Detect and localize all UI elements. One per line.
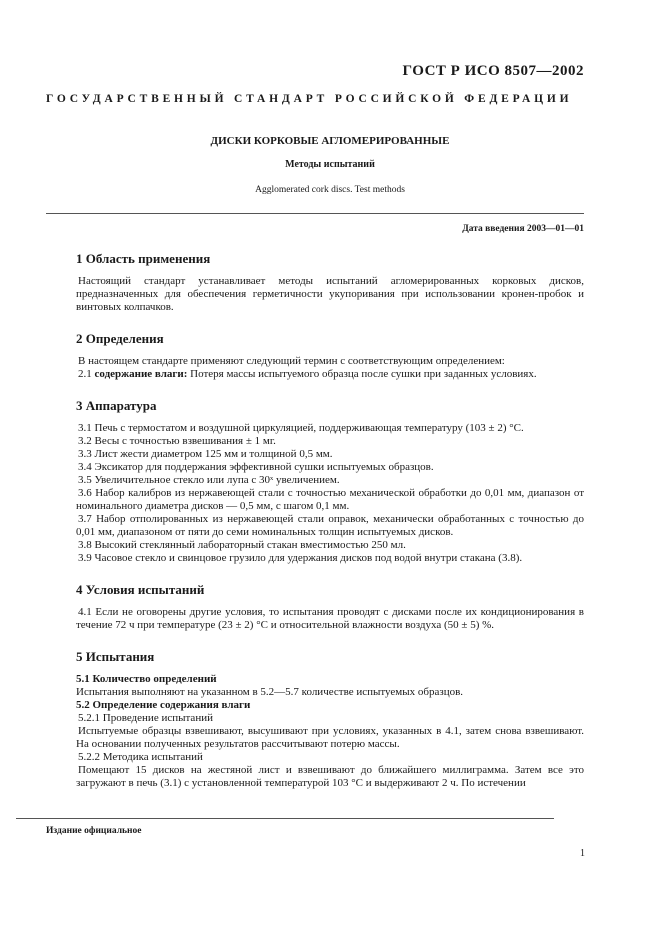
- footer-divider: [16, 818, 554, 819]
- subsection-5-2-2-title: 5.2.2 Методика испытаний: [78, 751, 203, 763]
- subsection-5-1-heading: 5.1 Количество определений: [76, 673, 217, 685]
- subsection-5-2-1-title: 5.2.1 Проведение испытаний: [78, 712, 213, 724]
- subsection-5-2-1-text: Испытуемые образцы взвешивают, высушивают при условиях, указанных в 4.1, затем снова взвешивают. На основании полученных результатов рассчитывают потерю массы.: [76, 725, 584, 750]
- apparatus-item: 3.4 Эксикатор для поддержания эффективной сушки испытуемых образцов.: [78, 461, 434, 473]
- apparatus-item: 3.6 Набор калибров из нержавеющей стали с точностью механической обработки до 0,01 мм, диапазон от номинального диаметра дисков — 0,5 мм, с шагом 0,1 мм.: [76, 487, 584, 512]
- page-content: [46, 60, 584, 790]
- subsection-5-2-heading: 5.2 Определение содержания влаги: [76, 699, 251, 711]
- subsection-5-2-2-text: Помещают 15 дисков на жестяной лист и взвешивают до ближайшего миллиграмма. Затем все это загружают в печь (3.1) с установленной температурой 103 °С и выдерживают 2 ч. По истечении: [76, 764, 584, 789]
- document-title: ДИСКИ КОРКОВЫЕ АГЛОМЕРИРОВАННЫЕ: [210, 135, 450, 147]
- section-1-heading: 1 Область применения: [76, 251, 211, 266]
- section-1-text: Настоящий стандарт устанавливает методы испытаний агломерированных корковых дисков, предназначенных для обеспечения герметичности укупоривания при использовании кронен-пробок и винтовых колпачков.: [76, 275, 584, 313]
- edition-label: Издание официальное: [46, 826, 142, 836]
- page-footer: [46, 818, 584, 838]
- apparatus-item: 3.2 Весы с точностью взвешивания ± 1 мг.: [78, 435, 276, 447]
- header-divider: [46, 213, 584, 214]
- definition-number: 2.1: [78, 368, 92, 380]
- definition-2-1: [76, 368, 584, 381]
- section-5-heading: 5 Испытания: [76, 649, 155, 664]
- section-2-text: В настоящем стандарте применяют следующий термин с соответствующим определением:: [78, 355, 505, 367]
- definition-term: содержание влаги:: [94, 368, 188, 380]
- apparatus-item: 3.5 Увеличительное стекло или лупа с 30ˣ увеличением.: [78, 474, 340, 486]
- gost-number: ГОСТ Р ИСО 8507—2002: [402, 63, 584, 79]
- definition-text: Потеря массы испытуемого образца после сушки при заданных условиях.: [190, 368, 537, 380]
- state-standard-title: ГОСУДАРСТВЕННЫЙ СТАНДАРТ РОССИЙСКОЙ ФЕДЕРАЦИИ: [46, 93, 573, 105]
- apparatus-item: 3.1 Печь с термостатом и воздушной циркуляцией, поддерживающая температуру (103 ± 2) °С.: [78, 422, 524, 434]
- section-2-heading: 2 Определения: [76, 331, 164, 346]
- apparatus-item: 3.7 Набор отполированных из нержавеющей стали оправок, механически обработанных с точностью до 0,01 мм, диапазоном от пяти до семи номинальных толщин испытуемых дисков.: [76, 513, 584, 538]
- section-4-heading: 4 Условия испытаний: [76, 582, 205, 597]
- english-title: Agglomerated cork discs. Test methods: [255, 185, 405, 195]
- subsection-5-1-text: Испытания выполняют на указанном в 5.2—5.7 количестве испытуемых образцов.: [76, 686, 464, 698]
- section-4-text: 4.1 Если не оговорены другие условия, то испытания проводят с дисками после их кондиционирования в течение 72 ч при температуре (23 ± 2) °С и относительной влажности воздуха (50 ± 5) %.: [76, 606, 584, 631]
- page-number: 1: [580, 848, 585, 859]
- section-3-heading: 3 Аппаратура: [76, 398, 157, 413]
- apparatus-item: 3.8 Высокий стеклянный лабораторный стакан вместимостью 250 мл.: [78, 539, 406, 551]
- apparatus-item: 3.3 Лист жести диаметром 125 мм и толщиной 0,5 мм.: [78, 448, 333, 460]
- apparatus-item: 3.9 Часовое стекло и свинцовое грузило для удержания дисков под водой внутри стакана (3.8).: [78, 552, 523, 564]
- document-subtitle: Методы испытаний: [285, 159, 375, 170]
- introduction-date: Дата введения 2003—01—01: [462, 224, 584, 234]
